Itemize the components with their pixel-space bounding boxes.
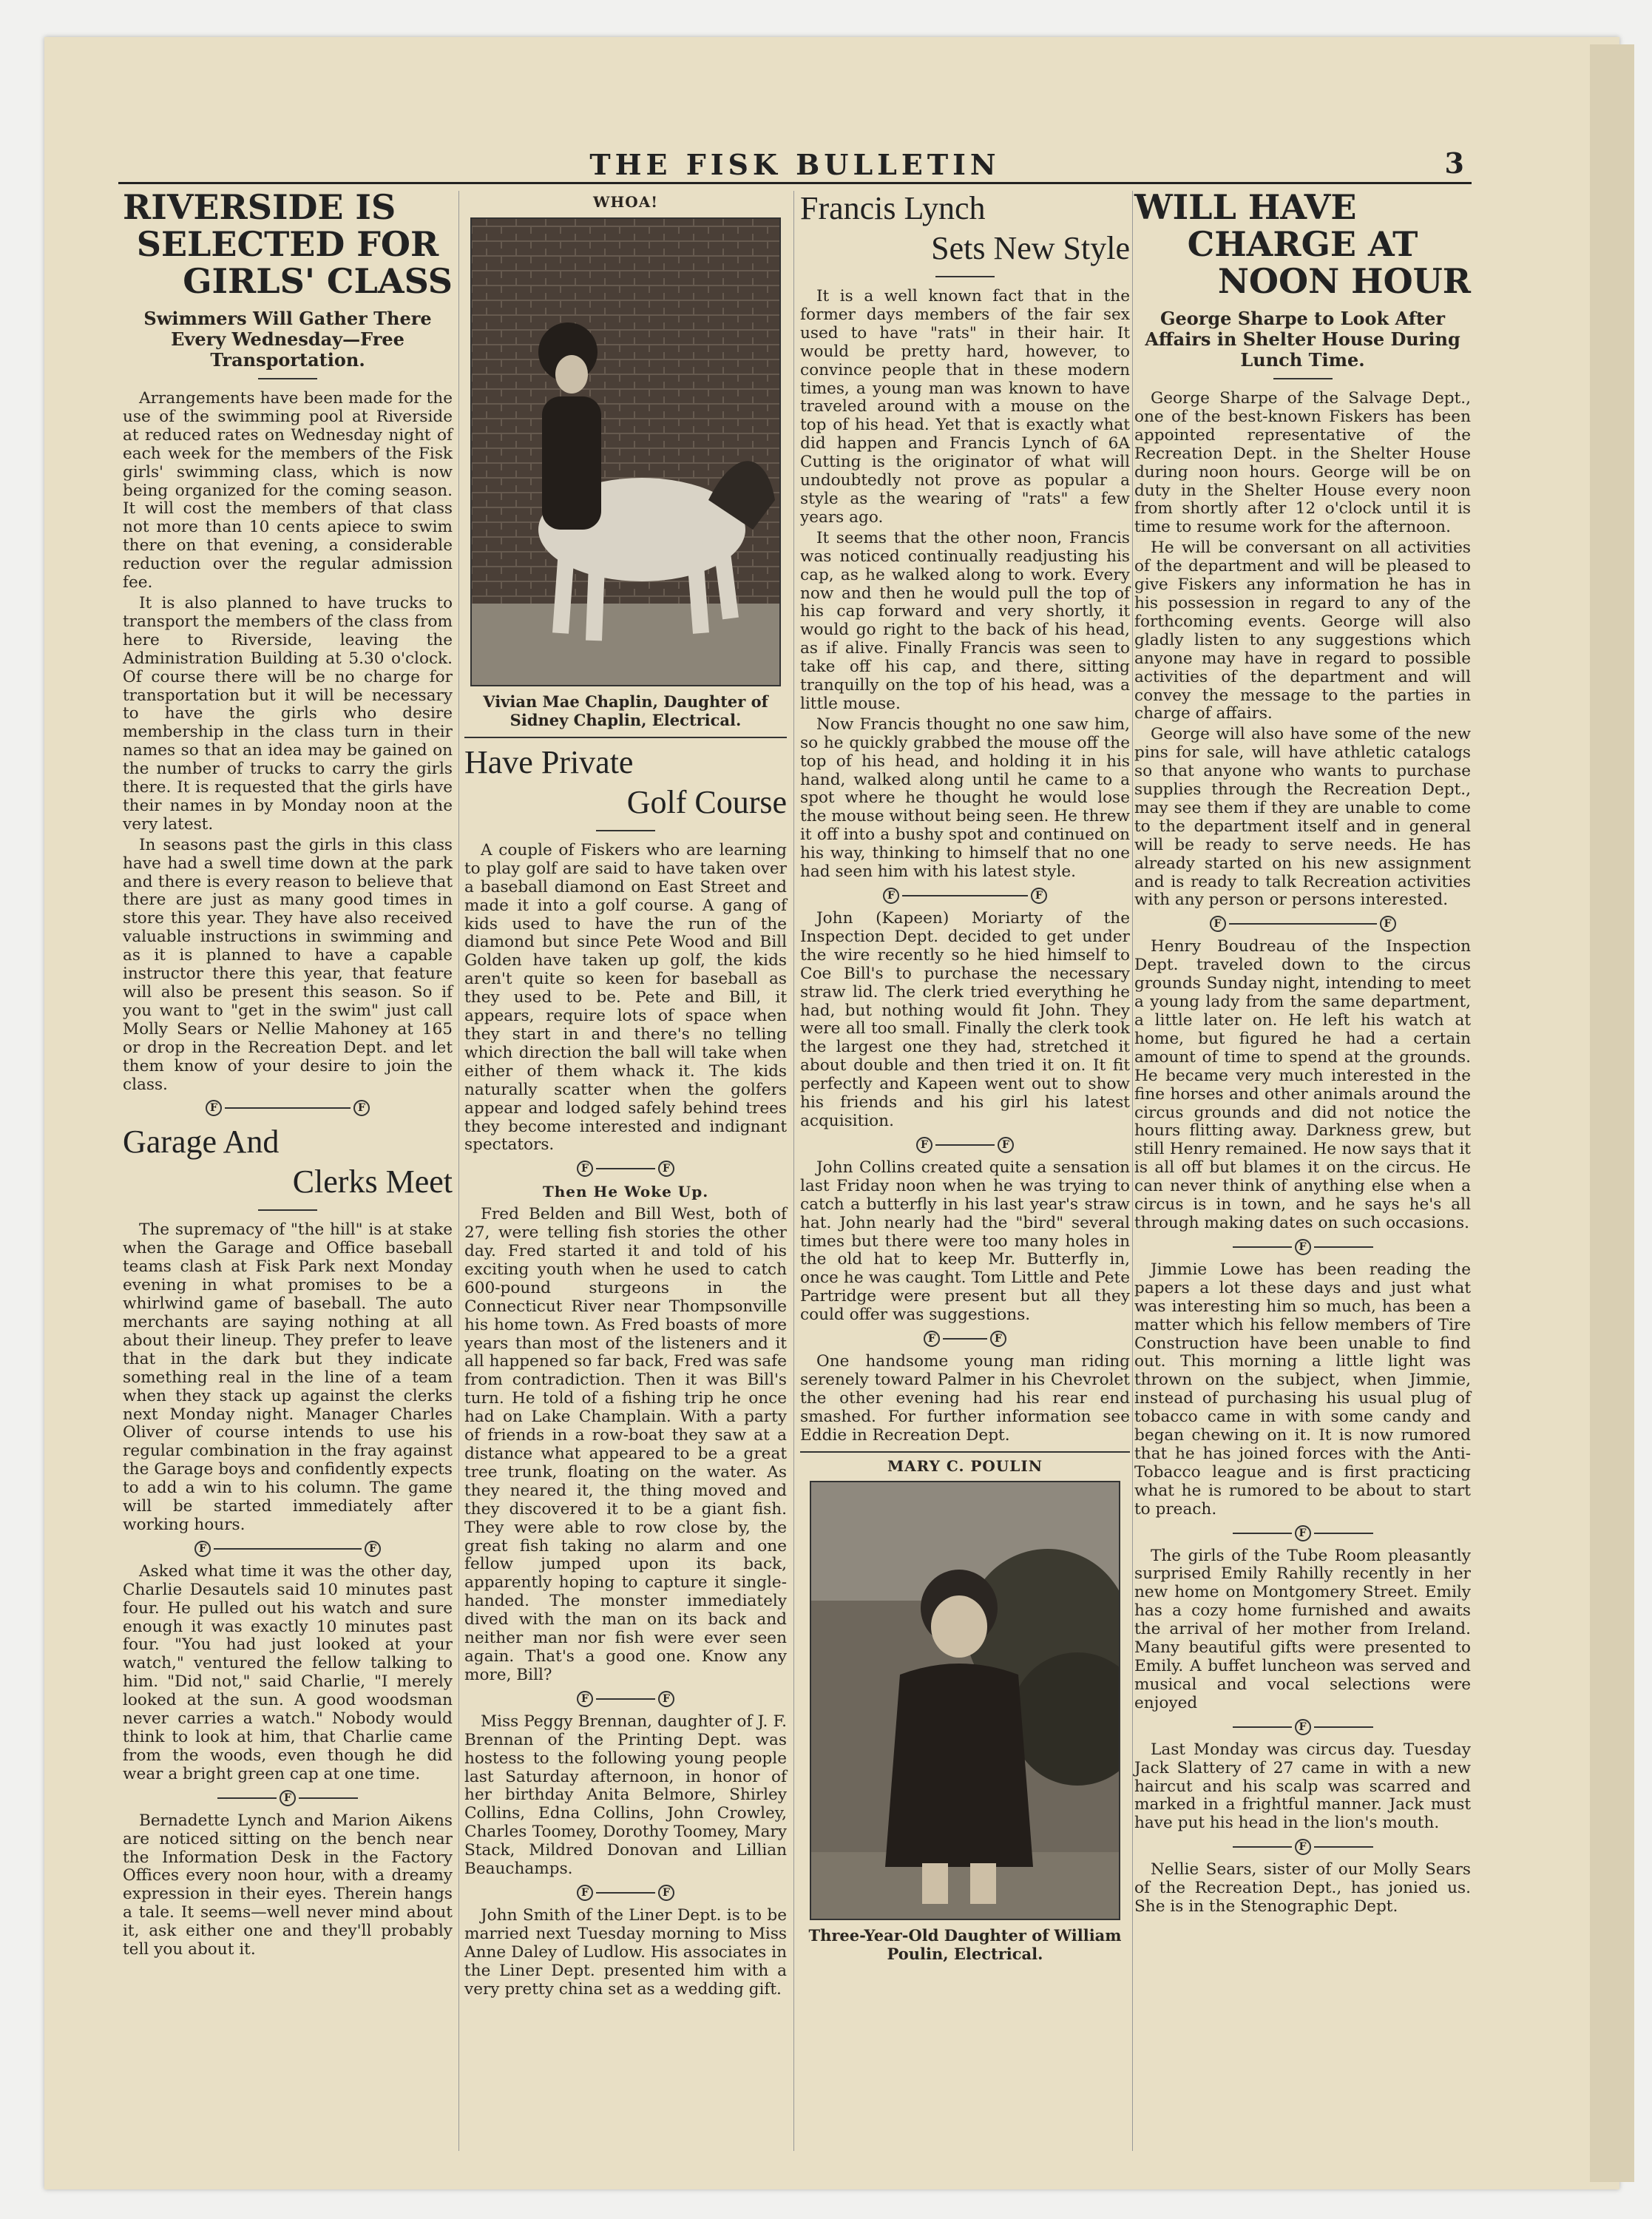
headline-line: CHARGE AT	[1187, 224, 1418, 264]
photo-heading: WHOA!	[592, 193, 659, 211]
ornament-divider: F F	[1134, 916, 1471, 932]
headline-line: WILL HAVE	[1134, 187, 1357, 227]
paragraph: The supremacy of "the hill" is at stake when the Garage and Office baseball teams clash at Fisk Park next Monday evening in what promises to be a whirlwind game of baseball. The auto merchants are saying nothing at all about their lineup. They prefer to leave that in the dark but they indicate something real in the line of a team when they stack up against the clerks next Monday night. Manager Charles Oliver of course intends to use his regular combination in the fray against the Garage boys and confidently expects to add a win to his column. The game will be started immediately after working hours.	[123, 1220, 453, 1534]
headline-line: Have Private	[464, 743, 634, 780]
photo-caption: Vivian Mae Chaplin, Daughter of Sidney Chaplin, Electrical.	[483, 692, 768, 729]
masthead	[118, 145, 1472, 184]
column-3	[800, 189, 1130, 1970]
short-rule	[258, 1209, 317, 1211]
short-rule	[1273, 378, 1333, 379]
subheadline: George Sharpe to Look After Affairs in Shelter House During Lunch Time.	[1145, 308, 1460, 371]
paragraph: It seems that the other noon, Francis was noticed continually readjusting his cap, as he walked along to work. Every now and then he would pull the top of his cap forward and very shortly, it would go right to the back of his head, as if alive. Finally Francis was seen to take off his cap, and there, sitting tranquilly on the top of his head, was a little mouse.	[800, 528, 1130, 713]
headline-noon-hour	[1134, 189, 1471, 300]
paragraph: John Collins created quite a sensation last Friday noon when he was trying to catch a butterfly in his last year's straw hat. John nearly had the "bird" several times but there were too many holes in the old hat to keep Mr. Butterfly in, once he was caught. Tom Little and Pete Partridge were present but all they could offer was suggestions.	[800, 1158, 1130, 1325]
paragraph: A couple of Fiskers who are learning to play golf are said to have taken over a baseball diamond on East Street and made it into a golf course. A gang of kids used to have the run of the diamond but since Pete Wood and Bill Golden have taken up golf, the kids aren't quite so keen for baseball as they used to be. Pete and Bill, it appears, require lots of space when they start in and there's no telling which direction the ball will take when either of them whack it. The kids naturally scatter when the golfers appear and lodged safely behind trees they become interested and indignant spectators.	[464, 840, 787, 1155]
column-divider	[1132, 191, 1133, 2151]
paragraph: In seasons past the girls in this class have had a swell time down at the park and there is every reason to believe that there are just as many good times in store this year. They have also received valuable instructions in swimming and as it is planned to have a capable instructor there this year, that feature will also be present this season. So if you want to "get in the swim" just call Molly Sears or Nellie Mahoney at 165 or drop in the Recreation Dept. and let them know of your desire to join the class.	[123, 835, 453, 1094]
subheading: Then He Woke Up.	[542, 1183, 709, 1201]
paragraph: John (Kapeen) Moriarty of the Inspection Dept. decided to get under the wire recently so he hied himself to Coe Bill's to purchase the necessary straw lid. The clerk tried everything he had, but nothing would fit John. They were all too small. Finally the clerk took the largest one they had, stretched it about double and then tried it on. It fit perfectly and Kapeen went out to show his friends and his girl his latest acquisition.	[800, 909, 1130, 1130]
rule	[800, 1451, 1130, 1453]
paragraph: George Sharpe of the Salvage Dept., one of the best-known Fiskers has been appointed representative of the Recreation Dept. in the Shelter House during noon hours. George will be on duty in the Shelter House every noon from shortly after 12 o'clock until it is time to resume work for the afternoon.	[1134, 389, 1471, 537]
headline-line: Sets New Style	[931, 230, 1130, 266]
column-1	[123, 189, 453, 1962]
paragraph: It is a well known fact that in the former days members of the fair sex used to have "rats" in their hair. It would be pretty hard, however, to convince people that in these modern times, a young man was known to have traveled around with a mouse on the top of his head. Yet that is exactly what did happen and Francis Lynch of 6A Cutting is the originator of what will undoubtedly not prove as popular a style as the wearing of "rats" a few years ago.	[800, 287, 1130, 527]
headline-line: RIVERSIDE IS	[123, 187, 396, 227]
ornament-divider: F F	[800, 888, 1130, 904]
headline-garage	[123, 1122, 453, 1202]
paragraph: Henry Boudreau of the Inspection Dept. traveled down to the circus grounds Sunday night, intending to meet a young lady from the same department, a little later on. He left his watch at home, but figured he had a certain amount of time to spend at the grounds. He became very much interested in the fine horses and other animals around the circus grounds and did not notice the hours flitting away. Darkness grew, but still Henry remained. He now says that it is all off but blames it on the circus. He can never think of anything else when a circus is in town, and he says he's all through making dates on such occasions.	[1134, 937, 1471, 1232]
paragraph: Nellie Sears, sister of our Molly Sears of the Recreation Dept., has jonied us. She is in the Stenographic Dept.	[1134, 1860, 1471, 1916]
ornament-divider: F F	[464, 1161, 787, 1177]
photo-heading: MARY C. POULIN	[887, 1456, 1043, 1475]
headline-line: Clerks Meet	[292, 1163, 453, 1200]
ornament-divider: F F	[800, 1331, 1130, 1347]
paragraph: The girls of the Tube Room pleasantly surprised Emily Rahilly recently in her new home on Montgomery Street. Emily has a cozy home furnished and awaits the arrival of her mother from Ireland. Many beautiful gifts were presented to Emily. A buffet luncheon was served and musical and vocal selections were enjoyed	[1134, 1546, 1471, 1712]
short-rule	[258, 378, 317, 379]
headline-francis-lynch	[800, 189, 1130, 268]
paragraph: Bernadette Lynch and Marion Aikens are noticed sitting on the bench near the Information Desk in the Factory Offices every noon hour, with a dreamy expression in their eyes. Therein hangs a tale. It seems—well never mind about it, ask either one and they'll probably tell you about it.	[123, 1811, 453, 1959]
ornament-divider: F F	[800, 1137, 1130, 1153]
paragraph: One handsome young man riding serenely toward Palmer in his Chevrolet the other evening had his rear end smashed. For further information see Eddie in Recreation Dept.	[800, 1352, 1130, 1445]
paragraph: John Smith of the Liner Dept. is to be married next Tuesday morning to Miss Anne Daley of Ludlow. His associates in the Liner Dept. presented him with a very pretty china set as a wedding gift.	[464, 1905, 787, 1999]
paragraph: George will also have some of the new pins for sale, will have athletic catalogs so that anyone who wants to purchase supplies through the Recreation Dept., may see them if they are unable to come to the department itself and in general will be ready to serve needs. He has already started on his new assignment and is ready to talk Recreation activities with any person or persons interested.	[1134, 725, 1471, 910]
ornament-divider: F F	[123, 1100, 453, 1116]
headline-line: NOON HOUR	[1217, 261, 1471, 301]
paragraph: Now Francis thought no one saw him, so he quickly grabbed the mouse off the top of his head, and holding it in his hand, walked along until he came to a spot where he thought he would lose the mouse without being seen. He threw it off into a bushy spot and continued on his way, thinking to himself that no one had seen him with his latest style.	[800, 715, 1130, 882]
headline-line: GIRLS' CLASS	[183, 261, 453, 301]
column-4	[1134, 189, 1471, 1919]
ornament-divider: F F	[123, 1541, 453, 1557]
paragraph: It is also planned to have trucks to transport the members of the class from here to Riverside, leaving the Administration Building at 5.30 o'clock. Of course there will be no charge for transportation but it will be necessary to have the girls who desire membership in the class turn in their names so that an idea may be gained on the number of trucks to carry the girls there. It is requested that the girls have their names in by Monday noon at the very latest.	[123, 593, 453, 834]
subheadline: Swimmers Will Gather There Every Wednesday—Free Transportation.	[143, 308, 432, 371]
paragraph: Asked what time it was the other day, Charlie Desautels said 10 minutes past four. He pulled out his watch and sure enough it was exactly 10 minutes past four. "You had just looked at your watch," ventured the fellow talking to him. "Did not," said Charlie, "I merely looked at the sun. A good woodsman never carries a watch." Nobody would think to look at him, that Charlie came from the woods, even though he did wear a bright green cap at one time.	[123, 1561, 453, 1783]
page-number: 3	[1444, 146, 1464, 180]
ornament-divider: F F	[464, 1691, 787, 1707]
ornament-divider: F	[1134, 1719, 1471, 1735]
headline-line: Garage And	[123, 1124, 280, 1161]
paragraph: Last Monday was circus day. Tuesday Jack Slattery of 27 came in with a new haircut and his scalp was scarred and marked in a frightful manner. Jack must have put his head in the lion's mouth.	[1134, 1740, 1471, 1833]
headline-riverside	[123, 189, 453, 300]
paragraph: Fred Belden and Bill West, both of 27, were telling fish stories the other day. Fred started it and told of his exciting youth when he used to catch 600-pound sturgeons in the Connecticut River near Thompsonville his home town. As Fred boasts of more years than most of the listeners and it all happened so far back, Fred was safe from contradiction. Then it was Bill's turn. He told of a fishing trip he once had on Lake Champlain. With a party of friends in a row-boat they saw at a distance what appeared to be a great tree trunk, floating on the water. As they neared it, the thing moved and they discovered it to be a giant fish. They were able to row close by, the great fish taking no alarm and one fellow jumped upon its back, apparently hoping to capture it single-handed. The monster immediately dived with the man on its back and neither man nor fish were ever seen again. That's a good one. Know any more, Bill?	[464, 1205, 787, 1684]
ornament-divider: F	[1134, 1839, 1471, 1855]
ornament-divider: F F	[464, 1885, 787, 1901]
paragraph: Jimmie Lowe has been reading the papers a lot these days and just what was interesting him so much, has been a matter which his fellow members of Tire Construction have been unable to find out. This morning a little light was thrown on the subject, when Jimmie, instead of purchasing his usual plug of tobacco came in with some candy and began chewing on it. It is now rumored that he has joined forces with the Anti-Tobacco league and is first practicing what he is rumored to be about to start to preach.	[1134, 1260, 1471, 1519]
ornament-divider: F	[1134, 1525, 1471, 1541]
photo-caption: Three-Year-Old Daughter of William Poulin, Electrical.	[808, 1926, 1122, 1964]
headline-golf	[464, 743, 787, 823]
column-divider	[793, 191, 794, 2151]
headline-line: Golf Course	[626, 783, 787, 820]
page-edge	[1590, 44, 1634, 2182]
photo-illustration	[472, 219, 779, 685]
rule	[464, 737, 787, 738]
column-2	[464, 189, 787, 2001]
short-rule	[596, 830, 655, 831]
photo-mary-poulin	[810, 1481, 1120, 1920]
paragraph: He will be conversant on all activities of the department and will be pleased to give Fiskers any information he has in his possession in regard to any of the forthcoming events. George will also gladly listen to any suggestions which anyone may have in regard to possible activities of the department and will convey the message to the parties in charge of affairs.	[1134, 538, 1471, 723]
photo-girl-on-pony	[470, 217, 781, 686]
short-rule	[935, 276, 995, 277]
headline-line: SELECTED FOR	[136, 224, 439, 264]
photo-illustration	[811, 1482, 1119, 1919]
paragraph: Arrangements have been made for the use of the swimming pool at Riverside at reduced rates on Wednesday night of each week for the members of the Fisk girls' swimming class, which is now being organized for the coming season. It will cost the members of that class not more than 10 cents apiece to swim there on that evening, a considerable reduction over the regular admission fee.	[123, 389, 453, 592]
column-divider	[458, 191, 459, 2151]
ornament-divider: F	[123, 1790, 453, 1806]
paragraph: Miss Peggy Brennan, daughter of J. F. Brennan of the Printing Dept. was hostess to the following young people last Saturday afternoon, in honor of her birthday Anita Belmore, Shirley Collins, Edna Collins, John Crowley, Charles Toomey, Dorothy Toomey, Mary Stack, Mildred Donovan and Lillian Beauchamps.	[464, 1712, 787, 1879]
ornament-divider: F	[1134, 1239, 1471, 1255]
headline-line: Francis Lynch	[800, 190, 986, 226]
newspaper-title: THE FISK BULLETIN	[589, 148, 1001, 181]
